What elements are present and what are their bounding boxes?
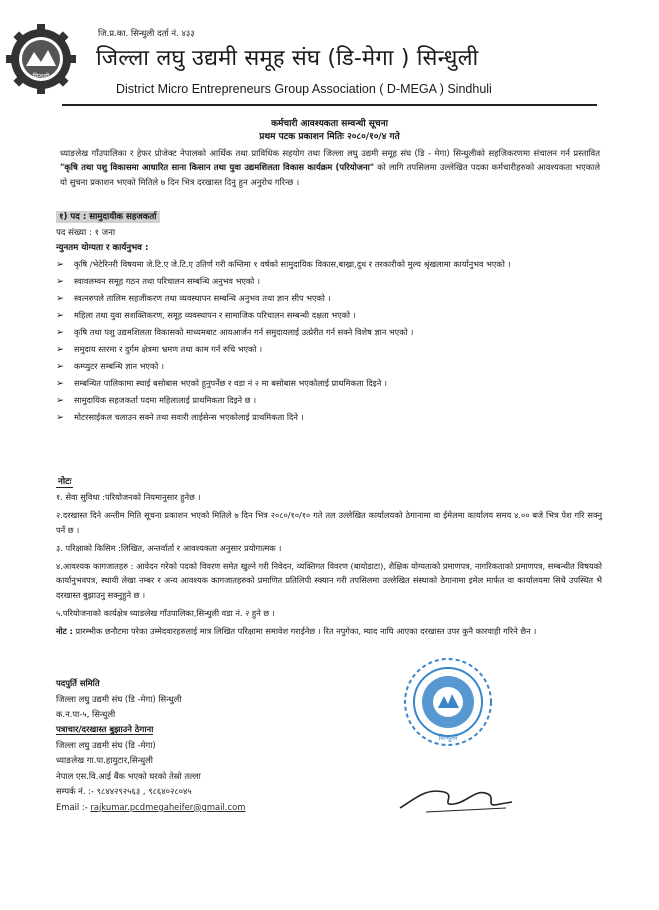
organization-logo bbox=[4, 22, 78, 96]
list-item: ➢ समुदाय स्तरमा र दुर्गम क्षेत्रमा भ्रमण तथा काम गर्न रुचि भएको । bbox=[56, 343, 263, 355]
committee-line-1: जिल्ला लघु उद्यमी संघ (डि -मेगा) सिन्धुली bbox=[56, 693, 182, 704]
note-item: ५.परियोजनाको कार्यक्षेत्र ध्याङलेख गाँउपालिका,सिन्धुली वडा नं. २ हुने छ । bbox=[56, 608, 275, 619]
email-label: Email :- bbox=[56, 801, 91, 812]
intro-text-2: को लागि तपसिलमा उल्लेखित पदका कर्मचारीहरुको आवश्यकता भएकाले यो सुचना प्रकाशन भएको मितिले ७ दिन भित्र दरखास्त दिनु हुन अनुरोध गरिन्छ । bbox=[60, 162, 600, 187]
list-item: ➢ सम्बन्धित पालिकामा स्थाई बसोबास भएको हुनुपर्नेछ र वडा नं २ मा बसोबास भएकोलाई प्राथमिकता दिइने । bbox=[56, 377, 387, 389]
list-item: ➢ कृषि तथा पशु उद्यमशिलता विकासको माध्यमबाट आयआर्जन गर्न समुदायलाई उत्प्रेरीत गर्न सक्ने विशेष ज्ञान भएको । bbox=[56, 326, 414, 338]
list-item: ➢ सामुदायिक सहजकर्ता पदमा महिलालाई प्राथमिकता दिइने छ । bbox=[56, 394, 257, 406]
qualification-heading: न्युनतम योग्यता र कार्यनुभव : bbox=[56, 243, 149, 253]
list-item: ➢ कम्प्युटर सम्बन्धि ज्ञान भएको । bbox=[56, 360, 165, 372]
arrow-bullet-icon: ➢ bbox=[56, 275, 64, 287]
signature bbox=[396, 778, 516, 818]
notice-title: कर्मचारी आवश्यकता सम्वन्धी सूचना bbox=[271, 119, 388, 129]
arrow-bullet-icon: ➢ bbox=[56, 343, 64, 355]
publish-date-line: प्रथम पटक प्रकाशन मितिः २०८०/१०/४ गते bbox=[259, 132, 400, 142]
intro-text-1: ध्याङलेख गाँउपालिका र हेफर प्रोजेक्ट नेपालको आर्थिक तथा प्राविधिक सहयोग तथा जिल्ला लघु उद्यमी समूह संघ (डि - मेगा) सिन्धुलीको सहजिकरणमा संचालन गर्न प्रस्तावित bbox=[60, 148, 600, 158]
notes-list bbox=[56, 490, 602, 642]
contact-email-row bbox=[56, 800, 245, 816]
final-note bbox=[56, 624, 602, 639]
organization-seal bbox=[402, 656, 494, 748]
header-divider bbox=[62, 104, 597, 106]
arrow-bullet-icon: ➢ bbox=[56, 292, 64, 304]
notes-heading: नोटः bbox=[58, 477, 72, 487]
list-item: ➢ स्वावलम्वन समूह गठन तथा परिचालन सम्बन्धि अनुभव भएको । bbox=[56, 275, 260, 287]
contact-heading: पत्राचार/दरखास्त बुझाउने ठेगाना bbox=[56, 724, 154, 734]
arrow-bullet-icon: ➢ bbox=[56, 394, 64, 406]
contact-phone: सम्पर्क नं. :- ९८४४२९२५६३ , ९८६४०२८०४५ bbox=[56, 786, 192, 796]
arrow-bullet-icon: ➢ bbox=[56, 377, 64, 389]
contact-line-3: नेपाल एस.वि.आई बैंक भएको घरको तेस्रो तल्ला bbox=[56, 770, 201, 781]
note-item: २.दरखास्त दिने अन्तीम मिति सूचना प्रकाशन भएको मितिले ७ दिन भित्र २०८०/१०/१० गते तल उल्लेखित कार्यालयको ठेगानामा वा ईमेलमा कार्यालय समय ४.०० बजे भित्र पेश गरि सक्नु पर्ने छ । bbox=[56, 510, 602, 535]
final-note-label: नोट : bbox=[56, 626, 73, 637]
list-item: ➢ कृषि /भेटेरिनरी विषयमा जे.टि.ए जे.टि.ए उतिर्ण गरी कम्तिमा १ वर्षको सामुदायिक विकास,बाख्रा,दुध र तरकारीको मुल्य श्रृंखलामा कार्यानुभव भएको । bbox=[56, 259, 511, 270]
arrow-bullet-icon: ➢ bbox=[56, 411, 64, 423]
arrow-bullet-icon: ➢ bbox=[56, 360, 64, 372]
contact-line-1: जिल्ला लघु उद्यमी संघ (डि -मेगा) bbox=[56, 739, 156, 750]
email-link[interactable]: rajkumar.pcdmegaheifer@gmail.com bbox=[90, 801, 246, 812]
svg-text:सिन्धुली: सिन्धुली bbox=[438, 734, 458, 742]
position-count: पद संख्या : १ जना bbox=[56, 228, 116, 238]
note-item: १. सेवा सुविधा :परियोजनको नियमानुसार हुनेछ । bbox=[56, 492, 201, 502]
note-item: ३. परिक्षाको किसिम :लिखित, अन्तर्वार्ता र आवश्यकता अनुसार प्रयोगात्मक । bbox=[56, 542, 282, 553]
registration-number: जि.प्र.का. सिन्धुली दर्ता नं. ४३३ bbox=[98, 29, 195, 39]
organization-name-english: District Micro Entrepreneurs Group Association ( D-MEGA ) Sindhuli bbox=[116, 82, 492, 96]
committee-heading: पदपुर्ति समिति bbox=[56, 678, 100, 688]
list-item: ➢ स्वत्नरुपले तालिम सहजीकरण तथा व्यवस्थापन सम्बन्धि अनुभव तथा ज्ञान सीप भएको । bbox=[56, 292, 331, 304]
list-item: ➢ महिला तथा युवा सशक्तिकरण, समूह व्यवस्थापन र सामाजिक परिचालन सम्बन्धी दक्षता भएको । bbox=[56, 309, 356, 321]
requirements-list bbox=[56, 258, 578, 428]
arrow-bullet-icon: ➢ bbox=[56, 259, 64, 270]
note-item: ४.आवश्यक कागजातहरु : आवेदन गरेको पदको विवरण समेत खुल्ने गरी निवेदन, व्यक्तिगत विवरण (बायोडाटा), शैक्षिक योग्यताको प्रमाणपत्र, नागरिकताको प्रमाणपत्र, सम्बन्धीत विषयको कार्यानुभवपत्र, स्थायी लेखा नम्बर र अन्य आवश्यक कागजातहरुको प्रमाणित प्रतिलिपी स्क्यान गरी तपसिलमा उल्लेखित संस्थाको ठेगानामा इमेल मार्फत वा कार्यालयमा सिधै उपस्थित भै दरखास्त बुझाउनु सक्नुहुने छ । bbox=[56, 560, 602, 601]
list-item: ➢ मोटरसाईकल चलाउन सक्ने तथा सवारी लाईसेन्स भएकोलाई प्राथमिकता दिने । bbox=[56, 411, 304, 423]
position-heading: १) पद : सामुदायीक सहजकर्ता bbox=[56, 211, 160, 223]
contact-block bbox=[56, 722, 245, 815]
project-name: "कृषि तथा पशु विकासमा आधारित साना किसान तथा युवा उद्यमशिलता विकास कार्यक्रम (परियोजना" bbox=[60, 162, 375, 173]
committee-block bbox=[56, 676, 182, 723]
organization-name-nepali: जिल्ला लघु उद्यमी समूह संघ (डि-मेगा ) सिन्धुली bbox=[96, 46, 479, 71]
intro-paragraph bbox=[60, 146, 600, 189]
final-note-text: प्रारम्भीक छनौटमा परेका उम्मेदवारहरुलाई मात्र लिखित परिक्षामा समावेश गराईनेछ । रित नपुगेका, म्याद नाघि आएका दरखास्त उपर कुनै कारवाही गरिने छैन । bbox=[72, 626, 537, 637]
contact-line-2: ध्याङलेख गा.पा.हायुटार,सिन्धुली bbox=[56, 755, 153, 765]
arrow-bullet-icon: ➢ bbox=[56, 309, 64, 321]
arrow-bullet-icon: ➢ bbox=[56, 326, 64, 338]
svg-text:सिन्धुली: सिन्धुली bbox=[32, 73, 50, 80]
position-heading-row bbox=[56, 210, 160, 222]
committee-line-2: क.न.पा-५, सिन्धुली bbox=[56, 709, 116, 719]
